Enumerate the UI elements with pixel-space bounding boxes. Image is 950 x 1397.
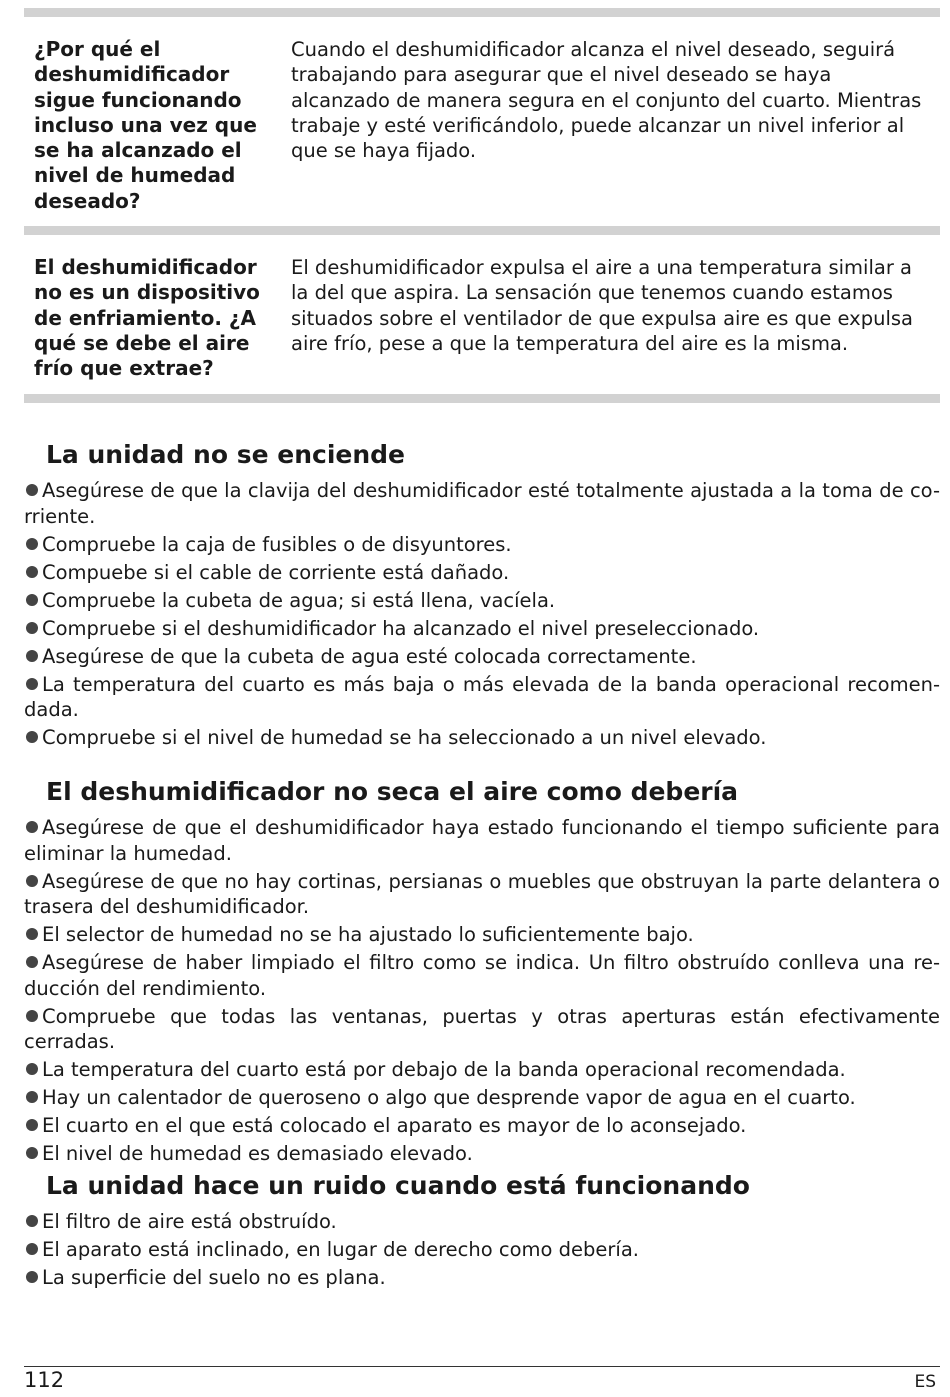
section-heading-no-seca: El deshumidificador no seca el aire como debería — [46, 777, 739, 806]
table-rule — [24, 394, 940, 403]
bullet-icon — [26, 622, 38, 634]
list-item: Asegúrese de que no hay cortinas, persianas o muebles que obstruyan la parte delantera o trasera del deshumidificador. — [24, 869, 940, 918]
bullet-icon — [26, 1147, 38, 1159]
faq-table — [24, 8, 940, 403]
list-item: Asegúrese de que la clavija del deshumidificador esté totalmente ajustada a la toma de co-rriente. — [24, 479, 940, 528]
bullet-icon — [26, 1010, 38, 1022]
bullet-icon — [26, 566, 38, 578]
list-item: Asegúrese de que el deshumidificador haya estado funcionando el tiempo suficiente para eliminar la humedad. — [24, 816, 940, 865]
bullet-icon — [26, 731, 38, 743]
bullet-icon — [26, 650, 38, 662]
list-item: Compruebe si el deshumidificador ha alcanzado el nivel preseleccionado. — [24, 616, 940, 642]
list-item: El filtro de aire está obstruído. — [24, 1209, 940, 1235]
checklist-no-seca — [24, 815, 940, 1169]
list-item: Asegúrese de que la cubeta de agua esté colocada correctamente. — [24, 644, 940, 670]
bullet-icon — [26, 484, 38, 496]
bullet-icon — [26, 594, 38, 606]
language-code: ES — [914, 1372, 936, 1392]
list-item: Compuebe si el cable de corriente está dañado. — [24, 560, 940, 586]
bullet-icon — [26, 821, 38, 833]
table-rule — [24, 8, 940, 17]
faq-answer: El deshumidificador expulsa el aire a una temperatura similar a la del que aspira. La sensación que tenemos cuando estamos situados sobre el ventilador de que expulsa aire es que expulsa aire frío, pese a que la temperatura del aire es la misma. — [291, 256, 913, 355]
page-number: 112 — [24, 1368, 65, 1392]
list-item: Hay un calentador de queroseno o algo que desprende vapor de agua en el cuarto. — [24, 1085, 940, 1111]
list-item: La superficie del suelo no es plana. — [24, 1265, 940, 1291]
faq-row — [24, 17, 940, 226]
checklist-ruido — [24, 1209, 940, 1293]
bullet-icon — [26, 1063, 38, 1075]
faq-question: ¿Por qué el deshumidificador sigue funcionando incluso una vez que se ha alcanzado el nivel de humedad deseado? — [34, 37, 257, 213]
list-item: La temperatura del cuarto está por debajo de la banda operacional recomendada. — [24, 1057, 940, 1083]
faq-question: El deshumidificador no es un dispositivo de enfriamiento. ¿A qué se debe el aire frío que extrae? — [34, 255, 260, 381]
bullet-icon — [26, 956, 38, 968]
bullet-icon — [26, 1271, 38, 1283]
section-heading-ruido: La unidad hace un ruido cuando está funcionando — [46, 1171, 750, 1200]
bullet-icon — [26, 928, 38, 940]
bullet-icon — [26, 875, 38, 887]
bullet-icon — [26, 1215, 38, 1227]
bullet-icon — [26, 538, 38, 550]
list-item: El aparato está inclinado, en lugar de derecho como debería. — [24, 1237, 940, 1263]
list-item: Compruebe si el nivel de humedad se ha seleccionado a un nivel elevado. — [24, 725, 940, 751]
list-item: El nivel de humedad es demasiado elevado. — [24, 1141, 940, 1167]
bullet-icon — [26, 678, 38, 690]
table-rule — [24, 226, 940, 235]
list-item: Compruebe que todas las ventanas, puertas y otras aperturas están efectivamente cerradas. — [24, 1004, 940, 1053]
list-item: El cuarto en el que está colocado el aparato es mayor de lo aconsejado. — [24, 1113, 940, 1139]
footer-rule — [24, 1366, 940, 1367]
faq-row — [24, 235, 940, 393]
faq-answer: Cuando el deshumidificador alcanza el nivel deseado, seguirá trabajando para asegurar que el nivel deseado se haya alcanzado de manera segura en el conjunto del cuarto. Mientras trabaje y esté verificándolo, puede alcanzar un nivel inferior al que se haya fijado. — [291, 38, 922, 163]
list-item: Compruebe la caja de fusibles o de disyuntores. — [24, 532, 940, 558]
checklist-no-enciende — [24, 478, 940, 753]
bullet-icon — [26, 1119, 38, 1131]
list-item: Asegúrese de haber limpiado el filtro como se indica. Un filtro obstruído conlleva una re-ducción del rendimiento. — [24, 951, 940, 1000]
list-item: La temperatura del cuarto es más baja o más elevada de la banda operacional recomen-dada. — [24, 672, 940, 721]
list-item: El selector de humedad no se ha ajustado lo suficientemente bajo. — [24, 922, 940, 948]
list-item: Compruebe la cubeta de agua; si está llena, vacíela. — [24, 588, 940, 614]
section-heading-no-enciende: La unidad no se enciende — [46, 440, 405, 469]
bullet-icon — [26, 1243, 38, 1255]
bullet-icon — [26, 1091, 38, 1103]
